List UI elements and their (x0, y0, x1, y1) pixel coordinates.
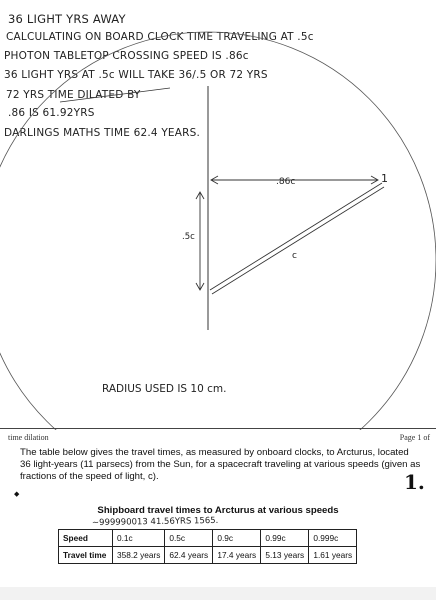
hypotenuse-line (210, 183, 382, 290)
label-vertical: .5c (182, 232, 195, 242)
printed-page (0, 430, 436, 600)
hypotenuse-line-inner (212, 187, 384, 294)
time-cell: 62.4 years (165, 547, 213, 564)
scan-edge (0, 587, 436, 600)
speed-header-cell: Speed (59, 530, 113, 547)
note-line-6: .86 IS 61.92YRS (8, 107, 95, 119)
strike-mark (60, 88, 170, 102)
header-title: time dilation (8, 433, 49, 442)
note-line-5: 72 YRS TIME DILATED BY (6, 89, 141, 101)
note-line-3: PHOTON TABLETOP CROSSING SPEED IS .86c (4, 50, 249, 62)
note-line-1: 36 LIGHT YRS AWAY (8, 12, 126, 26)
note-line-4: 36 LIGHT YRS AT .5c WILL TAKE 36/.5 OR 72 YRS (4, 69, 268, 81)
table-handwritten-note: ~999990013 41.56YRS 1565. (91, 515, 219, 529)
intro-paragraph: The table below gives the travel times, as measured by onboard clocks, to Arcturus, located 36 light-years (11 parsecs) from the Sun, for a spacecraft traveling at various speeds (given as fractions of the speed of light, c). (20, 447, 421, 483)
handwritten-mark: 1. (404, 470, 425, 494)
label-hypotenuse: c (292, 251, 297, 261)
circle-outline (0, 32, 436, 430)
label-point: 1 (381, 172, 388, 185)
travel-time-table (58, 529, 357, 564)
label-horizontal: .86c (276, 177, 296, 187)
time-cell: 17.4 years (213, 547, 261, 564)
time-header-cell: Travel time (59, 547, 113, 564)
radius-note: RADIUS USED IS 10 cm. (102, 383, 227, 395)
speed-cell: 0.99c (261, 530, 309, 547)
speed-cell: 0.1c (113, 530, 165, 547)
note-line-7: DARLINGS MATHS TIME 62.4 YEARS. (4, 127, 201, 139)
table-title: Shipboard travel times to Arcturus at various speeds (97, 505, 339, 516)
bullet-mark: ◆ (14, 490, 20, 498)
speed-cell: 0.999c (309, 530, 357, 547)
time-cell: 5.13 years (261, 547, 309, 564)
speed-cell: 0.9c (213, 530, 261, 547)
time-cell: 1.61 years (309, 547, 357, 564)
page-divider (0, 428, 436, 429)
speed-cell: 0.5c (165, 530, 213, 547)
table-row (59, 530, 357, 547)
table-row (59, 547, 357, 564)
page-number: Page 1 of (399, 433, 430, 442)
time-cell: 358.2 years (113, 547, 165, 564)
note-line-2: CALCULATING ON BOARD CLOCK TIME TRAVELING AT .5c (6, 31, 314, 43)
